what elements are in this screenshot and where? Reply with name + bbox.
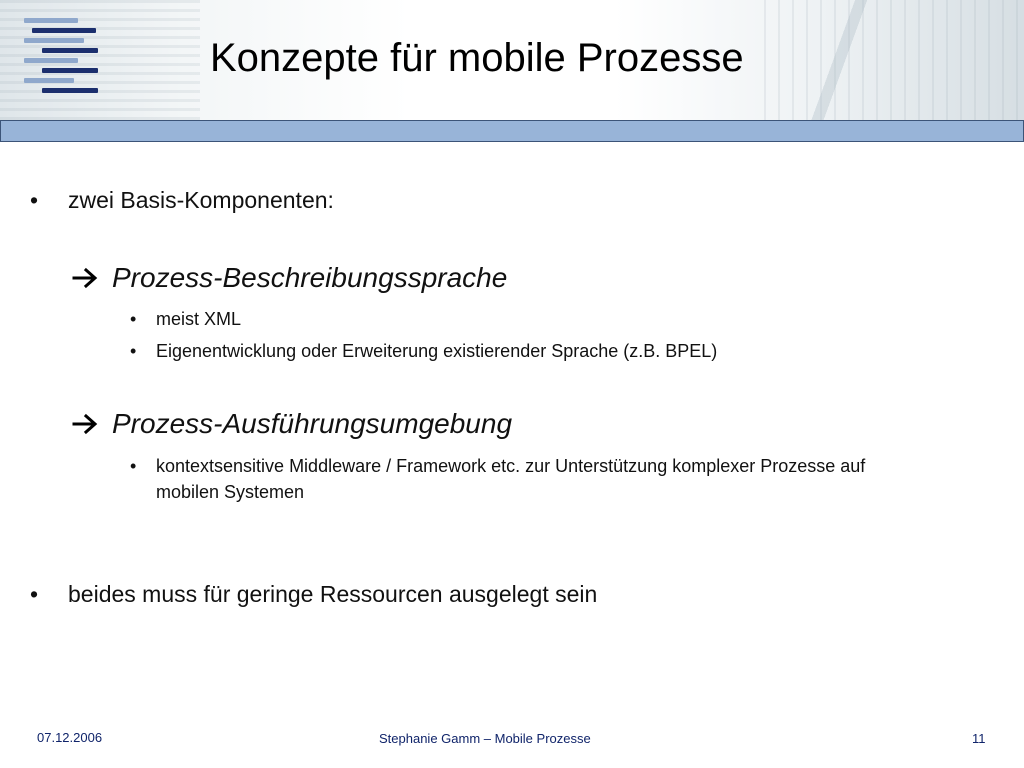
arrow-right-icon: [72, 266, 100, 290]
sub-bullet-text: Eigenentwicklung oder Erweiterung existierender Sprache (z.B. BPEL): [156, 341, 718, 361]
footer-page-number: 11: [972, 731, 986, 746]
bullet-text: zwei Basis-Komponenten:: [68, 187, 334, 213]
sub-bullet-dot: •: [130, 341, 137, 361]
bullet-dot: •: [30, 581, 39, 607]
sub-bullet-text: meist XML: [156, 309, 242, 329]
slide-title: Konzepte für mobile Prozesse: [210, 36, 744, 80]
arrow-right-icon: [72, 412, 100, 436]
bullet-text: beides muss für geringe Ressourcen ausgelegt sein: [68, 581, 598, 607]
component-heading-text: Prozess-Beschreibungssprache: [112, 262, 508, 293]
bullet-dot: •: [30, 187, 39, 213]
sub-bullet-dot: •: [130, 456, 137, 476]
footer-center-text: Stephanie Gamm – Mobile Prozesse: [379, 731, 591, 746]
component-heading-text: Prozess-Ausführungsumgebung: [112, 408, 513, 439]
sub-bullet-text: kontextsensitive Middleware / Framework etc. zur Unterstützung komplexer Prozesse auf mobilen Systemen: [156, 456, 866, 502]
sub-bullet-dot: •: [130, 309, 137, 329]
footer-date: 07.12.2006: [37, 730, 103, 745]
